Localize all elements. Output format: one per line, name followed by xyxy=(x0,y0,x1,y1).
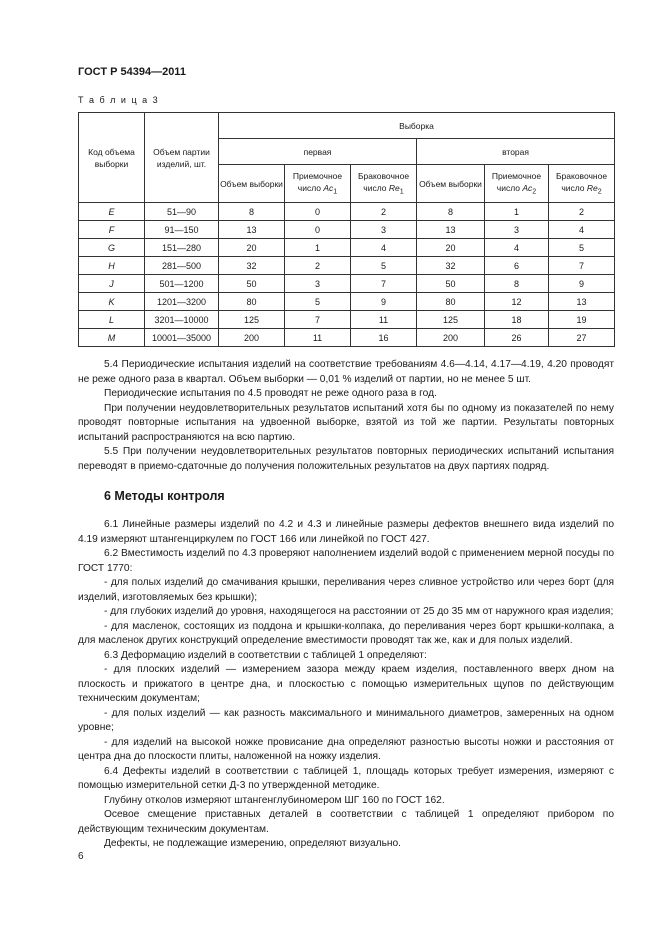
cell-ac2: 26 xyxy=(485,329,549,347)
cell-lot: 91—150 xyxy=(145,221,219,239)
cell-ac1: 2 xyxy=(285,257,351,275)
cell-n1: 200 xyxy=(219,329,285,347)
cell-re1: 9 xyxy=(351,293,417,311)
cell-lot: 51—90 xyxy=(145,203,219,221)
table-row xyxy=(79,239,615,257)
cell-re1: 11 xyxy=(351,311,417,329)
cell-re2: 13 xyxy=(549,293,615,311)
cell-n1: 80 xyxy=(219,293,285,311)
paragraph: 6.1 Линейные размеры изделий по 4.2 и 4.3 и линейные размеры дефектов внешнего вида изделий по 4.19 измеряют штангенциркулем по ГОСТ 166 или линейкой по ГОСТ 427. xyxy=(78,519,614,545)
cell-code: H xyxy=(79,257,145,275)
cell-ac1: 5 xyxy=(285,293,351,311)
cell-ac2: 6 xyxy=(485,257,549,275)
document-header: ГОСТ Р 54394—2011 xyxy=(78,66,186,78)
cell-re2: 7 xyxy=(549,257,615,275)
cell-n2: 80 xyxy=(417,293,485,311)
cell-re1: 4 xyxy=(351,239,417,257)
cell-code: L xyxy=(79,311,145,329)
section-6-text xyxy=(78,518,614,852)
cell-re2: 4 xyxy=(549,221,615,239)
cell-re1: 16 xyxy=(351,329,417,347)
cell-ac2: 12 xyxy=(485,293,549,311)
header-sample-size-2: Объем выборки xyxy=(417,165,485,203)
paragraph: - для масленок, состоящих из поддона и крышки-колпака, до переливания через борт крышки-колпака, а для масленок других конструкций определение вместимости проводят так же, как и для полых изделий. xyxy=(78,620,614,646)
paragraph: - для глубоких изделий до уровня, находящегося на расстоянии от 25 до 35 мм от наружного края изделия; xyxy=(104,606,614,617)
cell-lot: 501—1200 xyxy=(145,275,219,293)
section-6-heading: 6 Методы контроля xyxy=(104,489,225,503)
paragraph: 5.5 При получении неудовлетворительных результатов повторных периодических испытаний испытания переводят в приемо-сдаточные до получения положительных результатов на двух партиях подряд. xyxy=(78,446,614,472)
cell-ac2: 3 xyxy=(485,221,549,239)
header-sample: Выборка xyxy=(219,113,615,139)
table-row xyxy=(79,257,615,275)
cell-lot: 10001—35000 xyxy=(145,329,219,347)
paragraph: - для плоских изделий — измерением зазора между краем изделия, поставленного вверх дном на плоскость и прижатого в центре дна, и плоскостью с помощью измерительных щупов по действующим техническим документам; xyxy=(78,664,614,704)
paragraph: 6.4 Дефекты изделий в соответствии с таблицей 1, площадь которых требует измерения, измеряют с помощью измерительной сетки Д-3 по утвержденной методике. xyxy=(78,765,614,791)
cell-re2: 9 xyxy=(549,275,615,293)
header-lot-code: Код объема выборки xyxy=(79,113,145,203)
paragraph: Дефекты, не подлежащие измерению, определяют визуально. xyxy=(104,838,401,849)
cell-re1: 2 xyxy=(351,203,417,221)
cell-code: J xyxy=(79,275,145,293)
cell-ac1: 1 xyxy=(285,239,351,257)
cell-n1: 8 xyxy=(219,203,285,221)
cell-lot: 281—500 xyxy=(145,257,219,275)
cell-n1: 125 xyxy=(219,311,285,329)
cell-re2: 2 xyxy=(549,203,615,221)
paragraph: - для полых изделий до смачивания крышки, переливания через сливное устройство или через борт (для изделий, изготовляемых без крышки); xyxy=(78,577,614,603)
paragraph: 6.3 Деформацию изделий в соответствии с таблицей 1 определяют: xyxy=(104,649,427,661)
cell-ac1: 11 xyxy=(285,329,351,347)
header-reject-1: Браковочное число $Re_1$ xyxy=(351,165,417,203)
table-row xyxy=(79,221,615,239)
cell-n1: 13 xyxy=(219,221,285,239)
paragraph: При получении неудовлетворительных результатов испытаний хотя бы по одному из показателей по нему проводят повторные испытания на удвоенной выборке, взятой из той же партии. Результаты повторных испытаний распространяются на всю партию. xyxy=(78,402,614,443)
cell-ac1: 3 xyxy=(285,275,351,293)
cell-ac1: 7 xyxy=(285,311,351,329)
cell-n1: 32 xyxy=(219,257,285,275)
paragraph: 5.4 Периодические испытания изделий на соответствие требованиям 4.6—4.14, 4.17—4.19, 4.20 проводят не реже одного раза в квартал. Объем выборки — 0,01 % изделий от партии, но не менее 5 шт. xyxy=(78,359,614,385)
header-accept-2: Приемочное число $Ac_2$ xyxy=(485,165,549,203)
cell-ac2: 8 xyxy=(485,275,549,293)
cell-code: G xyxy=(79,239,145,257)
cell-n2: 8 xyxy=(417,203,485,221)
cell-re2: 27 xyxy=(549,329,615,347)
table-row xyxy=(79,203,615,221)
cell-n2: 50 xyxy=(417,275,485,293)
cell-re1: 5 xyxy=(351,257,417,275)
cell-ac1: 0 xyxy=(285,203,351,221)
header-sample-size-1: Объем выборки xyxy=(219,165,285,203)
paragraph: Осевое смещение приставных деталей в соответствии с таблицей 1 определяют прибором по действующим техническим документам. xyxy=(78,809,614,835)
sampling-table xyxy=(78,112,615,347)
cell-re1: 3 xyxy=(351,221,417,239)
cell-n1: 20 xyxy=(219,239,285,257)
cell-n2: 20 xyxy=(417,239,485,257)
page-number: 6 xyxy=(78,851,84,862)
cell-ac2: 18 xyxy=(485,311,549,329)
cell-re2: 5 xyxy=(549,239,615,257)
header-lot-size: Объем партии изделий, шт. xyxy=(145,113,219,203)
cell-ac2: 4 xyxy=(485,239,549,257)
header-second-sample: вторая xyxy=(417,139,615,165)
paragraph: 6.2 Вместимость изделий по 4.3 проверяют наполнением изделий водой с применением мерной посуды по ГОСТ 1770: xyxy=(78,548,614,574)
cell-code: E xyxy=(79,203,145,221)
paragraph: Периодические испытания по 4.5 проводят не реже одного раза в год. xyxy=(104,388,437,399)
cell-n2: 200 xyxy=(417,329,485,347)
section-5-text xyxy=(78,358,614,474)
cell-n2: 125 xyxy=(417,311,485,329)
cell-code: F xyxy=(79,221,145,239)
cell-n1: 50 xyxy=(219,275,285,293)
table-row xyxy=(79,293,615,311)
table-row xyxy=(79,311,615,329)
cell-ac1: 0 xyxy=(285,221,351,239)
cell-n2: 13 xyxy=(417,221,485,239)
cell-code: K xyxy=(79,293,145,311)
header-accept-1: Приемочное число $Ac_1$ xyxy=(285,165,351,203)
cell-code: M xyxy=(79,329,145,347)
cell-ac2: 1 xyxy=(485,203,549,221)
header-first-sample: первая xyxy=(219,139,417,165)
cell-re2: 19 xyxy=(549,311,615,329)
table-row xyxy=(79,275,615,293)
cell-n2: 32 xyxy=(417,257,485,275)
paragraph: - для изделий на высокой ножке провисание дна определяют разностью высоты ножки и расстояния от центра дна до плоскости плиты, наложенной на ножку изделия. xyxy=(78,736,614,762)
paragraph: Глубину отколов измеряют штангенглубиномером ШГ 160 по ГОСТ 162. xyxy=(104,794,445,806)
cell-lot: 1201—3200 xyxy=(145,293,219,311)
cell-lot: 3201—10000 xyxy=(145,311,219,329)
header-reject-2: Браковочное число $Re_2$ xyxy=(549,165,615,203)
table-caption: Т а б л и ц а 3 xyxy=(78,95,160,105)
paragraph: - для полых изделий — как разность максимального и минимального диаметров, замеренных на одном уровне; xyxy=(78,707,614,733)
table-row xyxy=(79,329,615,347)
cell-re1: 7 xyxy=(351,275,417,293)
cell-lot: 151—280 xyxy=(145,239,219,257)
